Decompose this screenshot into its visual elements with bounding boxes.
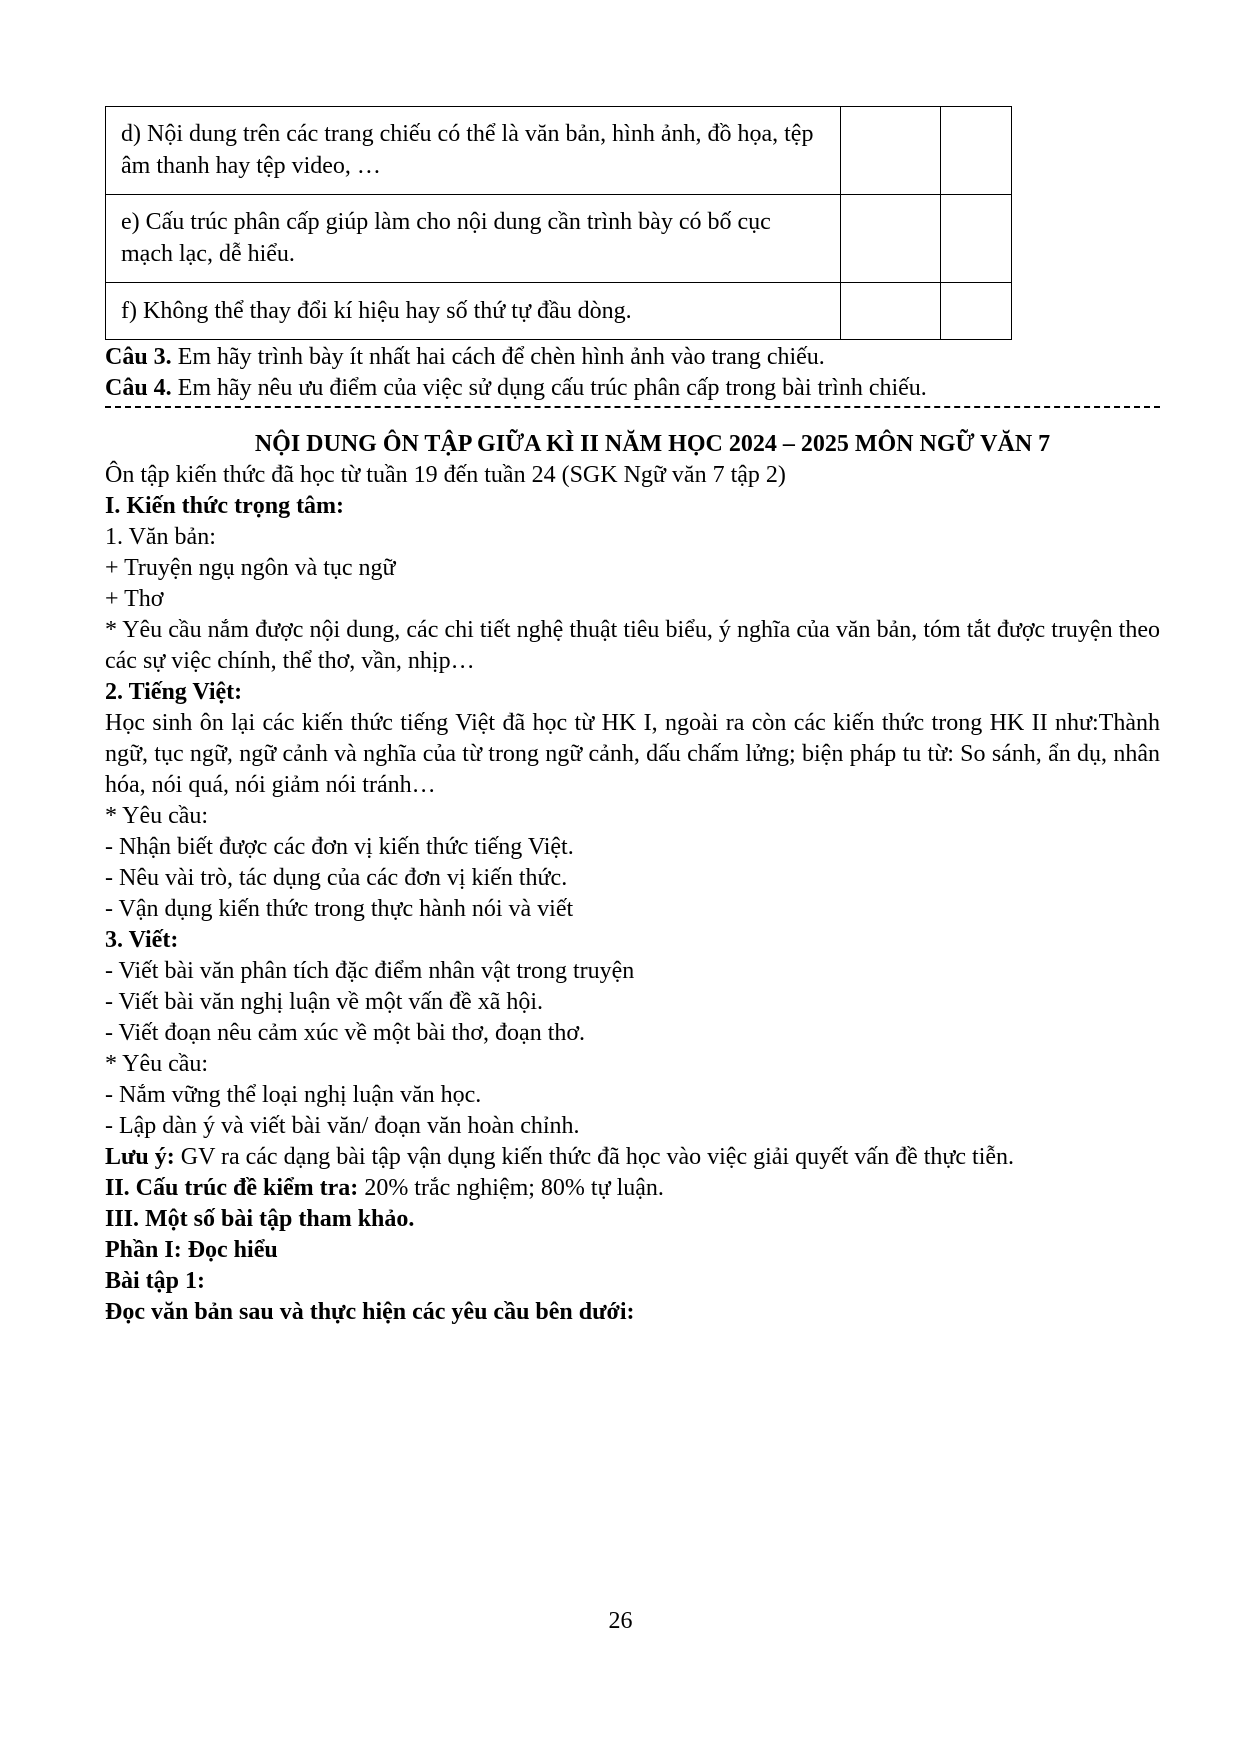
requirement-paragraph: * Yêu cầu nắm được nội dung, các chi tiết nghệ thuật tiêu biểu, ý nghĩa của văn bản, tóm tắt được truyện theo các sự việc chính, thể thơ, vần, nhịp… (105, 617, 1160, 674)
page-number: 26 (608, 1608, 633, 1634)
question-label: Câu 3. (105, 344, 172, 370)
question-label: Câu 4. (105, 375, 172, 401)
section-title: NỘI DUNG ÔN TẬP GIỮA KÌ II NĂM HỌC 2024 – 2025 MÔN NGỮ VĂN 7 (254, 431, 1051, 457)
table-cell-answer (841, 195, 941, 283)
table-row (106, 107, 1012, 195)
requirement-label: * Yêu cầu: (105, 803, 209, 829)
subsection-heading: 2. Tiếng Việt: (105, 679, 243, 705)
table-row (106, 195, 1012, 283)
table-cell-answer (841, 283, 941, 340)
structure-text: 20% trắc nghiệm; 80% tự luận. (358, 1175, 664, 1201)
part-heading: Phần I: Đọc hiểu (105, 1237, 278, 1263)
exercise-heading: Bài tập 1: (105, 1268, 206, 1294)
list-item: - Viết đoạn nêu cảm xúc về một bài thơ, đoạn thơ. (105, 1020, 586, 1046)
section-heading: I. Kiến thức trọng tâm: (105, 493, 345, 519)
true-false-table (105, 106, 1012, 340)
list-item: - Viết bài văn phân tích đặc điểm nhân vật trong truyện (105, 958, 635, 984)
note-label: Lưu ý: (105, 1144, 175, 1170)
scope-line: Ôn tập kiến thức đã học từ tuần 19 đến tuần 24 (SGK Ngữ văn 7 tập 2) (105, 462, 786, 488)
table-cell-statement: e) Cấu trúc phân cấp giúp làm cho nội dung cần trình bày có bố cục mạch lạc, dễ hiểu. (106, 195, 841, 283)
table-cell-statement: d) Nội dung trên các trang chiếu có thể là văn bản, hình ảnh, đồ họa, tệp âm thanh hay tệp video, … (106, 107, 841, 195)
list-item: - Vận dụng kiến thức trong thực hành nói và viết (105, 896, 574, 922)
subsection-heading: 1. Văn bản: (105, 524, 216, 550)
review-content (105, 429, 1160, 1328)
table-cell-answer (941, 107, 1012, 195)
list-item: + Truyện ngụ ngôn và tục ngữ (105, 555, 396, 581)
section-label: II. Cấu trúc đề kiểm tra: (105, 1175, 359, 1201)
question-3 (105, 342, 1160, 373)
table-row (106, 283, 1012, 340)
structure-line (105, 1173, 1160, 1204)
paragraph: Học sinh ôn lại các kiến thức tiếng Việt đã học từ HK I, ngoài ra còn các kiến thức trong HK II như:Thành ngữ, tục ngữ, ngữ cảnh và nghĩa của từ trong ngữ cảnh, dấu chấm lửng; biện pháp tu từ: So sánh, ẩn dụ, nhân hóa, nói quá, nói giảm nói tránh… (105, 710, 1160, 798)
table-cell-answer (841, 107, 941, 195)
note-text: GV ra các dạng bài tập vận dụng kiến thức đã học vào việc giải quyết vấn đề thực tiễn. (174, 1144, 1015, 1170)
list-item: - Viết bài văn nghị luận về một vấn đề xã hội. (105, 989, 544, 1015)
section-heading: III. Một số bài tập tham khảo. (105, 1206, 415, 1232)
list-item: + Thơ (105, 586, 164, 612)
table-cell-answer (941, 195, 1012, 283)
note-line (105, 1142, 1160, 1173)
subsection-heading: 3. Viết: (105, 927, 179, 953)
questions-block (105, 342, 1160, 404)
list-item: - Lập dàn ý và viết bài văn/ đoạn văn hoàn chỉnh. (105, 1113, 580, 1139)
dashed-divider (105, 406, 1160, 420)
question-4 (105, 373, 1160, 404)
exercise-instruction: Đọc văn bản sau và thực hiện các yêu cầu bên dưới: (105, 1299, 635, 1325)
table-cell-statement: f) Không thể thay đổi kí hiệu hay số thứ tự đầu dòng. (106, 283, 841, 340)
list-item: - Nêu vài trò, tác dụng của các đơn vị kiến thức. (105, 865, 568, 891)
question-text: Em hãy nêu ưu điểm của việc sử dụng cấu trúc phân cấp trong bài trình chiếu. (171, 375, 927, 401)
list-item: - Nhận biết được các đơn vị kiến thức tiếng Việt. (105, 834, 574, 860)
list-item: - Nắm vững thể loại nghị luận văn học. (105, 1082, 482, 1108)
requirement-label: * Yêu cầu: (105, 1051, 209, 1077)
table-cell-answer (941, 283, 1012, 340)
question-text: Em hãy trình bày ít nhất hai cách để chèn hình ảnh vào trang chiếu. (171, 344, 825, 370)
